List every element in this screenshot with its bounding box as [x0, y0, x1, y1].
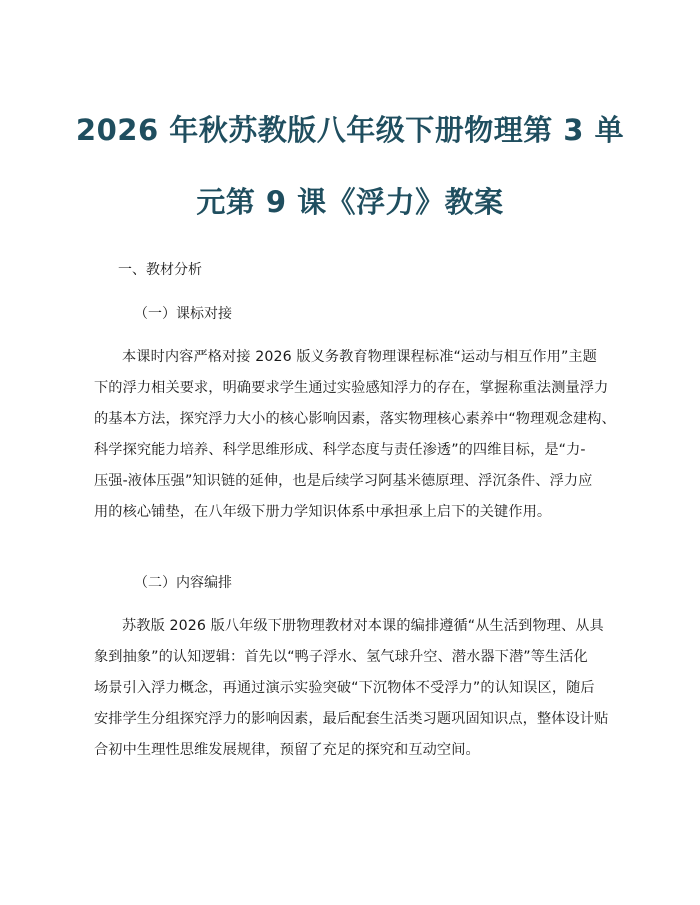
subsection-heading-content-arrangement: （二）内容编排: [134, 575, 232, 591]
paragraph-line: 的基本方法，探究浮力大小的核心影响因素，落实物理核心素养中“物理观念建构、: [94, 411, 616, 427]
paragraph-line: 科学探究能力培养、科学思维形成、科学态度与责任渗透”的四维目标，是“力-: [94, 442, 586, 458]
paragraph-line: 安排学生分组探究浮力的影响因素，最后配套生活类习题巩固知识点，整体设计贴: [94, 711, 609, 727]
paragraph-line: 场景引入浮力概念，再通过演示实验突破“下沉物体不受浮力”的认知误区，随后: [94, 680, 595, 696]
subsection-heading-curriculum-alignment: （一）课标对接: [134, 306, 232, 322]
paragraph-line: 苏教版 2026 版八年级下册物理教材对本课的编排遵循“从生活到物理、从具: [122, 618, 604, 634]
paragraph-line: 用的核心铺垫，在八年级下册力学知识体系中承担承上启下的关键作用。: [94, 504, 552, 520]
paragraph-line: 合初中生理性思维发展规律，预留了充足的探究和互动空间。: [94, 742, 480, 758]
document-title-line-1: 2026 年秋苏教版八年级下册物理第 3 单: [75, 113, 625, 147]
document-title-line-2: 元第 9 课《浮力》教案: [196, 185, 504, 219]
paragraph-curriculum-alignment: [94, 342, 624, 528]
paragraph-line: 象到抽象”的认知逻辑：首先以“鸭子浮水、氢气球升空、潜水器下潜”等生活化: [94, 649, 588, 665]
paragraph-line: 本课时内容严格对接 2026 版义务教育物理课程标准“运动与相互作用”主题: [122, 349, 597, 365]
paragraph-content-arrangement: [94, 611, 624, 766]
paragraph-line: 压强-液体压强”知识链的延伸，也是后续学习阿基米德原理、浮沉条件、浮力应: [94, 473, 593, 489]
paragraph-line: 下的浮力相关要求，明确要求学生通过实验感知浮力的存在，掌握称重法测量浮力: [94, 380, 609, 396]
section-heading-textbook-analysis: 一、教材分析: [118, 262, 202, 278]
